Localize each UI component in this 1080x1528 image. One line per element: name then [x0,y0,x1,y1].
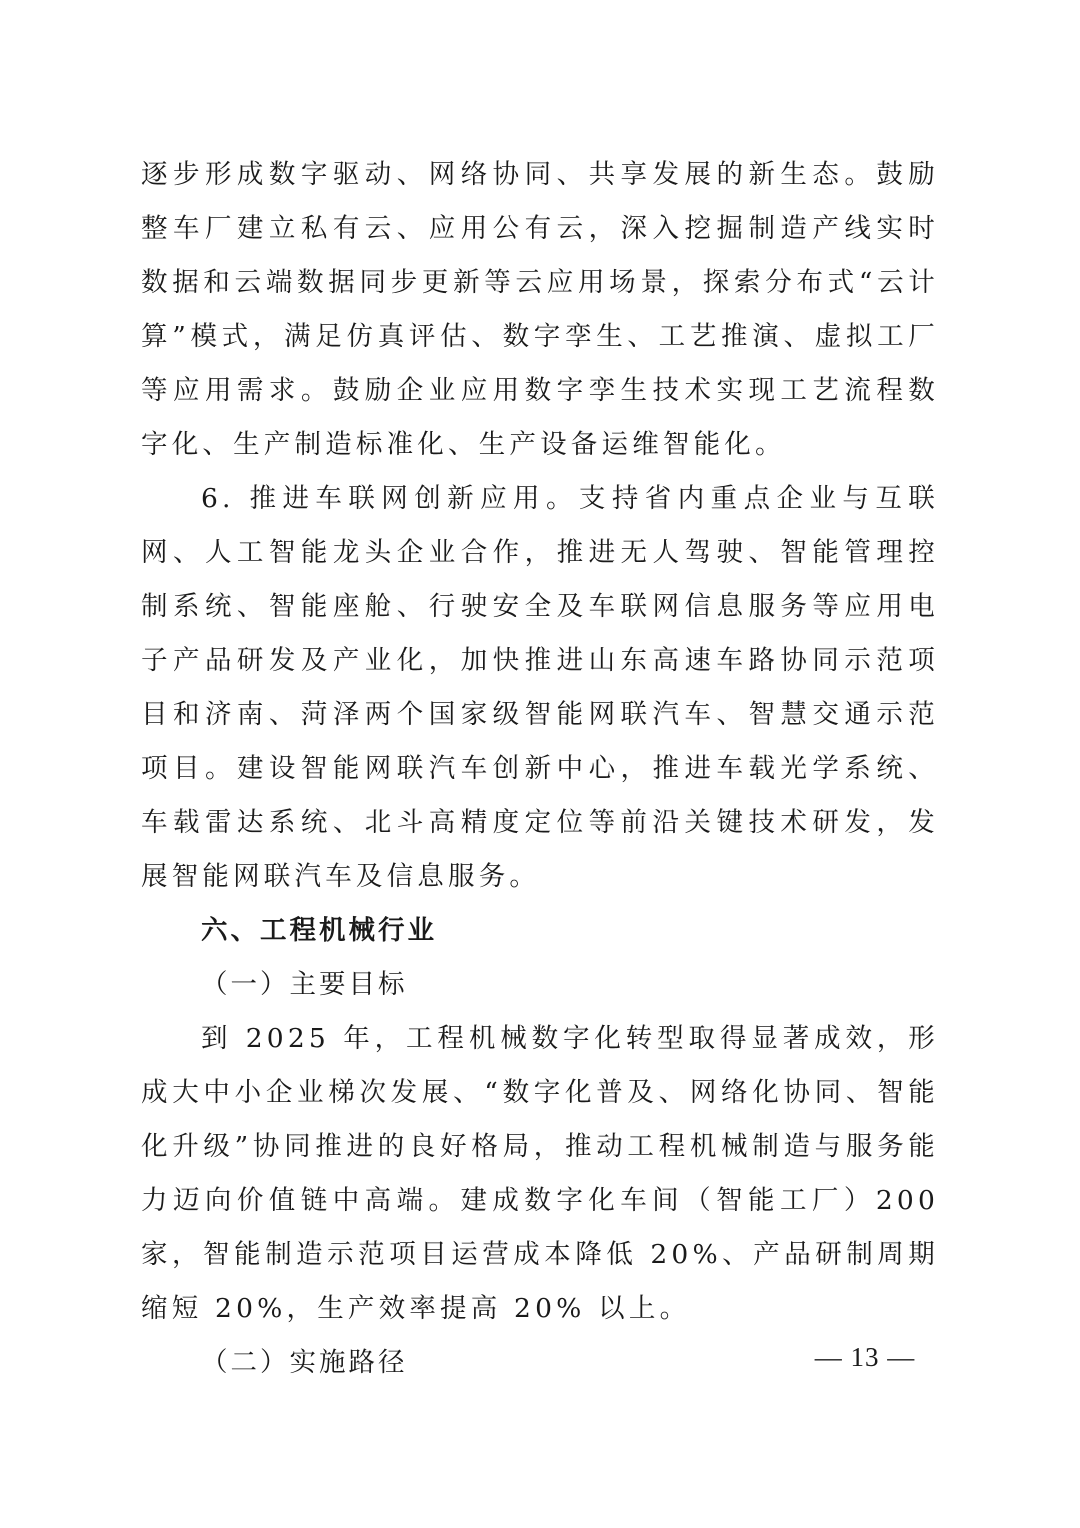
section-heading-construction-machinery: 六、工程机械行业 [201,915,437,946]
subheading-implementation-path: （二）实施路径 [201,1347,408,1378]
document-body [141,148,939,1390]
paragraph-connected-vehicles: 6. 推进车联网创新应用。支持省内重点企业与互联网、人工智能龙头企业合作，推进无人驾驶、智能管理控制系统、智能座舱、行驶安全及车联网信息服务等应用电子产品研发及产业化，加快推进山东高速车路协同示范项目和济南、菏泽两个国家级智能网联汽车、智慧交通示范项目。建设智能网联汽车创新中心，推进车载光学系统、车载雷达系统、北斗高精度定位等前沿关键技术研发，发展智能网联汽车及信息服务。 [141,483,939,892]
subheading-main-goals: （一）主要目标 [201,969,408,1000]
paragraph-2025-goals: 到 2025 年，工程机械数字化转型取得显著成效，形成大中小企业梯次发展、“数字化普及、网络化协同、智能化升级”协同推进的良好格局，推动工程机械制造与服务能力迈向价值链中高端。建成数字化车间（智能工厂）200 家，智能制造示范项目运营成本降低 20%、产品研制周期缩短 20%，生产效率提高 20% 以上。 [141,1023,939,1324]
page-number: — 13 — [814,1342,916,1372]
paragraph-digital-ecosystem: 逐步形成数字驱动、网络协同、共享发展的新生态。鼓励整车厂建立私有云、应用公有云，深入挖掘制造产线实时数据和云端数据同步更新等云应用场景，探索分布式“云计算”模式，满足仿真评估、数字孪生、工艺推演、虚拟工厂等应用需求。鼓励企业应用数字孪生技术实现工艺流程数字化、生产制造标准化、生产设备运维智能化。 [141,159,939,460]
